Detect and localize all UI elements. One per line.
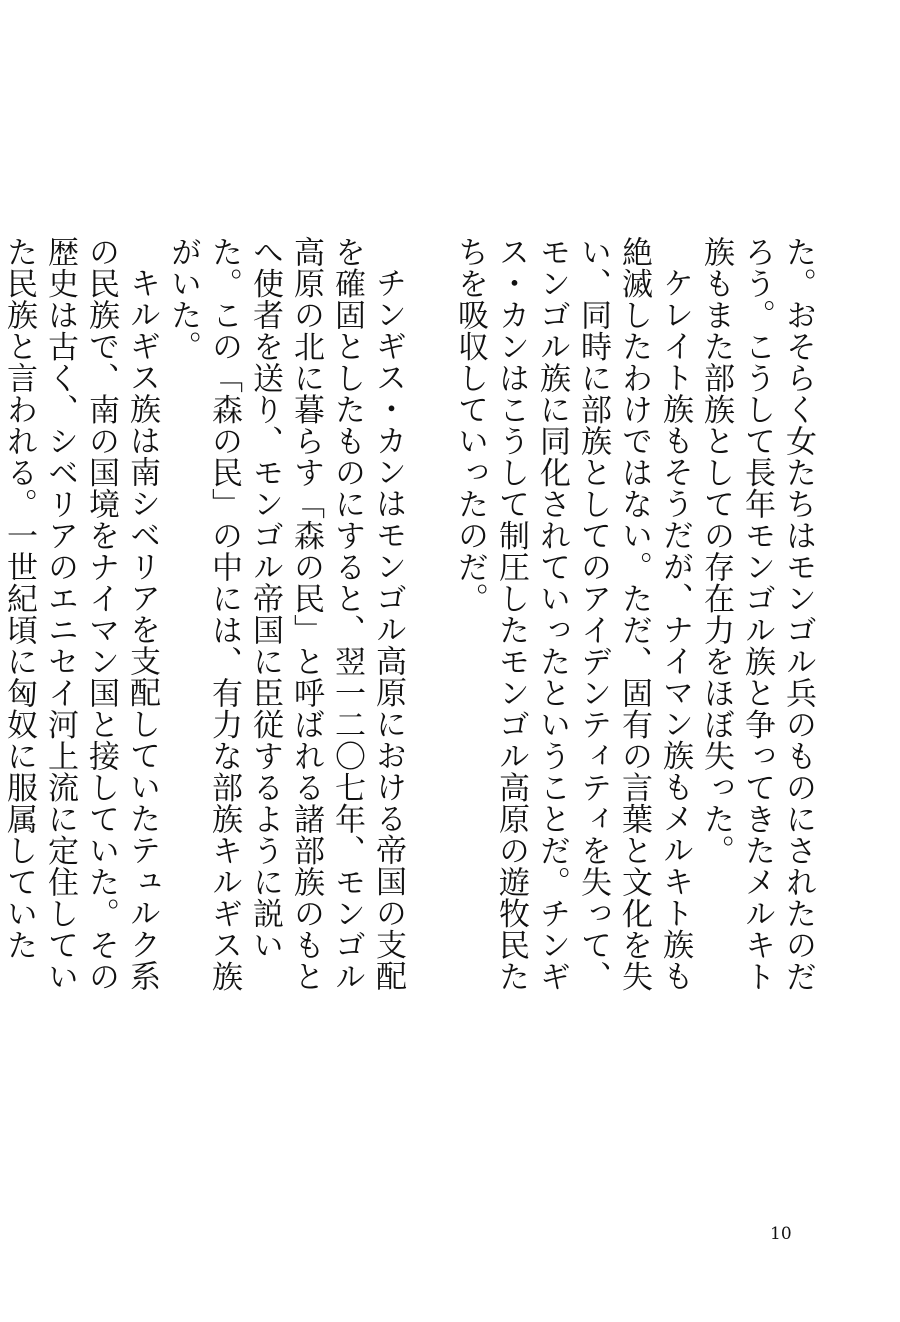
paragraph-gap <box>408 236 449 996</box>
paragraph-1: た。おそらく女たちはモンゴル兵のものにされたのだろう。こうして長年モンゴル族と争ってきたメルキト族もまた部族としての存在力をほぼ失った。 <box>698 236 816 992</box>
paragraph-3: チンギス・カンはモンゴル高原における帝国の支配を確固としたものにすると、翌一二〇七年、モンゴル高原の北に暮らす「森の民」と呼ばれる諸部族のもとへ使者を送り、モンゴル帝国に臣従するように説いた。この「森の民」の中には、有力な部族キルギス族がいた。 <box>165 236 406 992</box>
paragraph-4: キルギス族は南シベリアを支配していたテュルク系の民族で、南の国境をナイマン国と接していた。その歴史は古く、シベリアのエニセイ河上流に定住していた民族と言われる。一世紀頃に匈奴に服属していた <box>1 236 160 992</box>
paragraph-2: ケレイト族もそうだが、ナイマン族もメルキト族も絶滅したわけではない。ただ、固有の言葉と文化を失い、同時に部族としてのアイデンティティを失って、モンゴル族に同化されていったということだ。チンギス・カンはこうして制圧したモンゴル高原の遊牧民たちを吸収していったのだ。 <box>452 236 693 992</box>
page-number: 10 <box>770 1224 792 1244</box>
body-text <box>1 236 818 996</box>
